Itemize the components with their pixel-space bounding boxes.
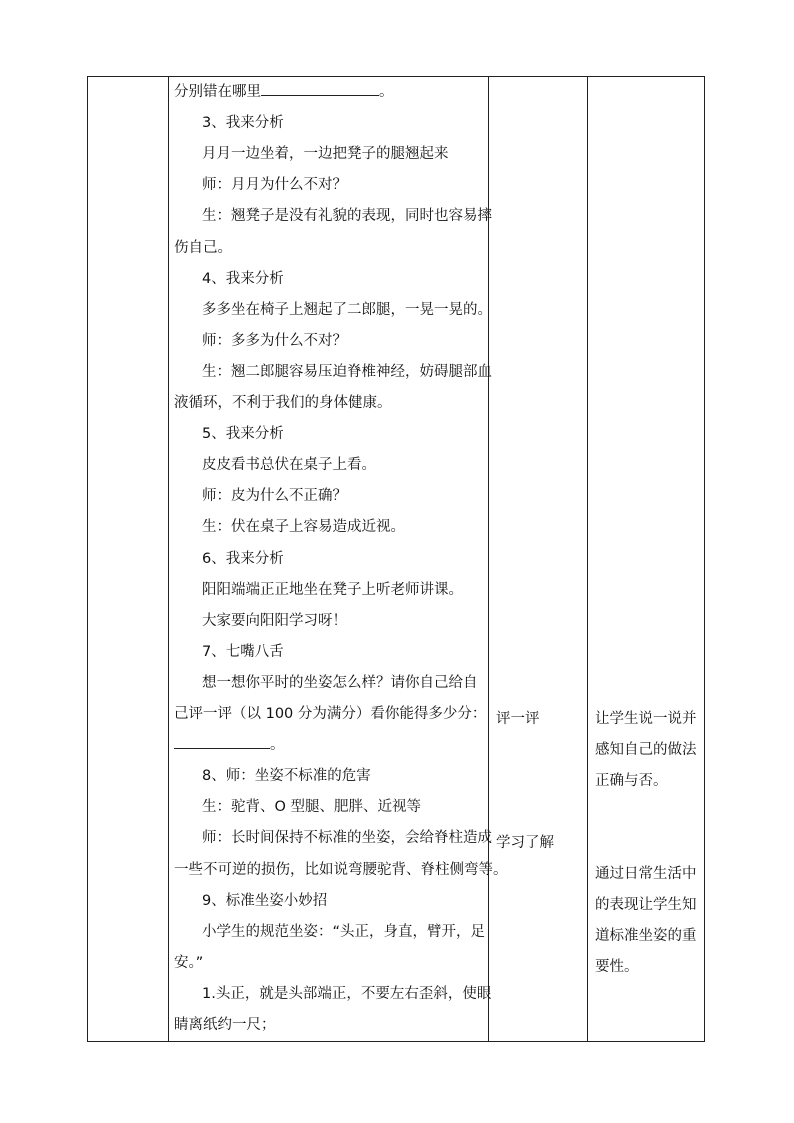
text-line [202, 206, 492, 226]
line-text: 小学生的规范坐姿：“头正，身直，臂开，足 [202, 923, 486, 940]
line-text: 8、师：坐姿不标准的危害 [202, 768, 371, 785]
line-text: 安。” [174, 954, 204, 971]
line-text: 想一想你平时的坐姿怎么样？请你自己给自 [202, 674, 478, 691]
line-text: 阳阳端端正正地坐在凳子上听老师讲课。 [202, 581, 463, 598]
line-text: 分别错在哪里 [174, 84, 261, 100]
text-line [202, 922, 485, 942]
text-line [202, 113, 284, 133]
line-text: 生：翘二郎腿容易压迫脊椎神经，妨碍腿部血 [202, 363, 492, 380]
note-line: 通过日常生活中 [595, 866, 697, 882]
note-line: 正确与否。 [595, 773, 668, 789]
note-line: 感知自己的做法 [595, 742, 697, 758]
line-text: 大家要向阳阳学习呀！ [202, 612, 347, 629]
text-line [202, 642, 284, 662]
line-text: 生：伏在桌子上容易造成近视。 [202, 519, 405, 536]
design-intent-note [595, 864, 697, 988]
column-divider [168, 77, 169, 1041]
note-line: 让学生说一说并 [595, 711, 697, 727]
text-line [202, 331, 347, 351]
text-line [174, 704, 486, 724]
text-line [202, 144, 449, 164]
text-line [202, 549, 284, 569]
line-text: 生：翘凳子是没有礼貌的表现，同时也容易摔 [202, 208, 492, 225]
text-line [202, 797, 421, 817]
line-suffix: 。 [379, 84, 394, 100]
activity-label: 学习了解 [496, 835, 554, 851]
text-line [202, 891, 327, 911]
note-line: 的表现让学生知 [595, 897, 697, 913]
line-text: 师：多多为什么不对？ [202, 332, 347, 349]
line-text: 师：皮为什么不正确？ [202, 488, 347, 505]
text-line [202, 486, 347, 506]
text-line [202, 300, 492, 320]
line-suffix: 。 [270, 737, 285, 754]
line-text: 伤自己。 [174, 239, 232, 256]
line-text: 9、标准坐姿小妙招 [202, 892, 328, 909]
text-line [174, 953, 203, 973]
text-line [202, 766, 371, 786]
text-line [202, 517, 405, 537]
text-line [202, 175, 347, 195]
line-text: 师：长时间保持不标准的坐姿，会给脊柱造成 [202, 830, 492, 847]
line-text: 月月一边坐着，一边把凳子的腿翘起来 [202, 146, 449, 163]
text-line [202, 269, 284, 289]
fill-in-blank-line [174, 735, 285, 755]
column-divider [587, 77, 588, 1041]
text-line [174, 238, 232, 258]
line-text: 一些不可逆的损伤，比如说弯腰驼背、脊柱侧弯等。 [174, 861, 508, 878]
answer-blank[interactable] [174, 735, 270, 749]
text-line [202, 828, 492, 848]
text-line [174, 1015, 276, 1035]
text-line [202, 580, 463, 600]
fill-in-blank-line [174, 82, 394, 102]
note-line: 要性。 [595, 959, 639, 975]
text-line [202, 362, 492, 382]
activity-label: 评一评 [496, 711, 540, 727]
text-line [174, 393, 392, 413]
line-text: 6、我来分析 [202, 550, 284, 567]
line-text: 师：月月为什么不对？ [202, 177, 347, 194]
text-line [202, 673, 478, 693]
line-text: 己评一评（以 100 分为满分）看你能得多少分： [174, 706, 487, 722]
note-line: 道标准坐姿的重 [595, 928, 697, 944]
line-text: 3、我来分析 [202, 115, 284, 132]
line-text: 7、七嘴八舌 [202, 643, 284, 660]
line-text: 皮皮看书总伏在桌子上看。 [202, 457, 376, 474]
text-line [202, 424, 284, 444]
line-text: 5、我来分析 [202, 426, 284, 443]
line-text: 1.头正，就是头部端正，不要左右歪斜，使眼 [202, 985, 492, 1002]
text-line [174, 860, 508, 880]
lesson-table [87, 76, 705, 1042]
line-text: 生：驼背、O 型腿、肥胖、近视等 [202, 799, 422, 816]
answer-blank[interactable] [261, 82, 379, 96]
text-line [202, 455, 376, 475]
text-line [202, 611, 347, 631]
line-text: 4、我来分析 [202, 270, 284, 287]
line-text: 多多坐在椅子上翘起了二郎腿，一晃一晃的。 [202, 301, 492, 318]
line-text: 液循环，不利于我们的身体健康。 [174, 395, 392, 411]
line-text: 睛离纸约一尺； [174, 1017, 276, 1033]
text-line [202, 984, 491, 1004]
design-intent-note [595, 709, 697, 802]
